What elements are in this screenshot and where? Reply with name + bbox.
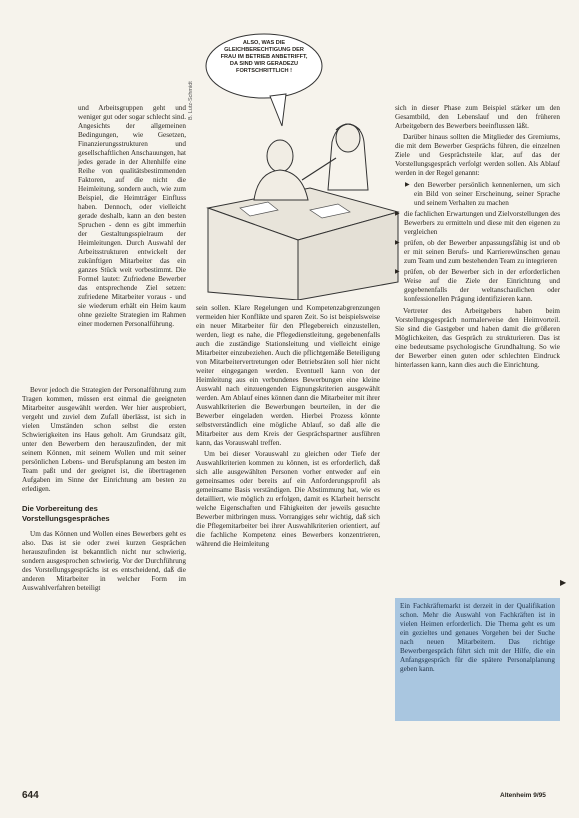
summary-box: [395, 598, 560, 721]
speech-bubble-text: ALSO, WAS DIE GLEICHBERECHTIGUNG DER FRAU IM BETRIEB ANBETRIFFT, DA SIND WIR GERADEZU FORTSCHRITTLICH !: [220, 40, 308, 74]
section-heading: Die Vorbereitung des Vorstellungsgespräches: [22, 504, 110, 523]
column-2-paragraph-2: Um bei dieser Vorauswahl zu gleichen oder Tiefe der Auswahlkriterien kommen zu können, ist es erforderlich, daß sich alle ausgewählten Personen vorher entweder auf ein gemeinsames oder bereits auf ein Anforderungsprofil als gemeinsame Basis verständigen. Die Abstimmung hat, wie es detailliert, wie möglich zu erfolgen, damit es Klarheit herrscht welche Eigenschaften und Fähigkeiten der jeweils gesuchte Bewerber mitbringen muss. Vorrangiges sehr wichtig, daß sich die Pflegemitarbeiter bei ihrer Auswahlkriterien orientiert, auf die fachliche Kompetenz eines Bewerbers konzentrieren, während die Heimleitung: [196, 450, 380, 548]
bullet-item: ▶ den Bewerber persönlich kennenlernen, um sich ein Bild von seiner Erscheinung, seiner Sprache und seinem Verhalten zu machen: [405, 181, 560, 208]
column-3: [395, 104, 560, 370]
column-2: [196, 304, 380, 549]
bullet-item: ▶ prüfen, ob der Bewerber sich in der erforderlichen Weise auf die Ziele der Einrichtung und gegebenenfalls der weltanschaulichen oder konfessionellen Prägung identifizieren kann.: [395, 268, 560, 304]
continue-arrow-icon: ▶: [560, 578, 567, 587]
column-1-paragraph-3: Um das Können und Wollen eines Bewerbers geht es also. Das ist sie oder zwei kurzen Gesprächen herauszufinden ist bekanntlich nicht nur schwierig, sondern ausgesprochen schwierig. Vor der Durchführung des Vorstellungsgesprächs ist es entscheidend, daß die anderen Mitarbeiter in welcher Form im Auswahlverfahren beteiligt: [22, 530, 186, 592]
column-3-paragraph-3: Vertreter des Arbeitgebers haben beim Vorstellungsgespräch normalerweise den Heimvorteil. Sie sind die Gastgeber und haben damit die größeren Möglichkeiten, das Gespräch zu strukturieren. Das ist eine bedeutsame psychologische Grundhaltung. So wie der Bewerber einen guten oder schlechten Eindruck hinterlassen kann, kann dies auch die Einrichtung.: [395, 307, 560, 369]
bullet-item: ▶ die fachlichen Erwartungen und Zielvorstellungen des Bewerbers zu ermitteln und diese mit den eigenen zu vergleichen: [395, 210, 560, 237]
column-2-paragraph-1: sein sollen. Klare Regelungen und Kompetenzabgrenzungen vermeiden hier Konflikte und sparen Zeit. So ist beispielsweise ein neuer Mitarbeiter für den Pflegebereich einzustellen, werden, liegt es nahe, die Pflegedienstleitung, gegebenenfalls auch die zuständige Stationsleitung und vielleicht einige Mitarbeiter einzubeziehen. Auch die pflichtgemäße Beteiligung von Mitarbeitervertretungen oder Betriebsräten soll hier nicht weiter eingegangen werden. Eventuell kann von der Heimleitung aus ein verbundenes Bewerbungen eine kleine Auswahl nach einzuengenden Eignungskriterien ausgewählt werden. Am Ablauf eines können dann die Mitarbeiter mit ihrer Auswahlkriterien die Bewerbungen beurteilen, in der die Bewerber eingeladen werden. Hierbei Prozess könnte selbstverständlich eine mögliche Ablauf, so daß alle die Mitarbeiter aus dem Kreis der Gesprächspartner ausführen kann, das Vorauswahl treffen.: [196, 304, 380, 447]
cartoon-credit: B. Lutz-Schmidt: [188, 81, 194, 120]
summary-box-text: Ein Fachkräftemarkt ist derzeit in der Qualifikation schon. Mehr die Auswahl von Fachkräften ist in vielen Heimen erforderlich. Die Thema geht es um ein gezieltes und genaues Vorgehen bei der Suche nach neuen Mitarbeitern. Das richtige Bewerbergespräch führt sich mit der Hilfe, die ein Anfangsgespräch für die spätere Personalplanung geben kann.: [400, 602, 555, 673]
bullet-item: ▶ prüfen, ob der Bewerber anpassungsfähig ist und ob er mit seinen Berufs- und Karrierewünschen genau zum Team und zum bestehenden Team zu integrieren: [395, 239, 560, 266]
column-1-paragraph-2: Bevor jedoch die Strategien der Personalführung zum Tragen kommen, müssen erst einmal die geeigneten Mitarbeiter ausgewählt werden. Wer hier ausprobiert, vergeht und zuviel dem Zufall überlässt, ist sich in vielen Umständen schon selbst die ersten Schwierigkeiten ins Haus geholt. Am Grundsatz gilt, unter den Bewerbern den herauszufinden, der mit seinem Können, mit seinem Wollen und mit seiner persönlichen Lebens- und Berufsplanung am besten im Team paßt und der geeignet ist, die übertragenen Aufgaben im Sinne der Einrichtung am besten zu erledigen.: [22, 386, 186, 493]
cartoon-illustration: [198, 30, 406, 300]
journal-issue: Altenheim 9/95: [500, 792, 546, 799]
page-number: 644: [22, 790, 39, 801]
column-3-paragraph-1: sich in dieser Phase zum Beispiel stärker um den Gesamtbild, den Lebenslauf und den früheren Arbeitgebern des Bewerbers beeinflussen läßt.: [395, 104, 560, 130]
column-1-lower: [22, 386, 186, 593]
column-1-paragraph-1: und Arbeitsgruppen geht und weniger gut oder sogar schlecht sind. Angesichts der allgemeinen Bedingungen, wie Gesetzen, Finanzierungsstrukturen und gesellschaftlichen Anschauungen, hat jedes gerade in der Altenhilfe eine Reihe von qualitätsbestimmenden Faktoren, auf die nicht die Heimleitung, sondern auch, wie zum Beispiel, die Heimträger Einfluss haben. Dennoch, oder vielleicht gerade deshalb, kann an den besten Spruchen - denn es gibt immerhin der Gestaltungsspielraum der Heimleitungen. Durch Auswahl der Arbeitsstrukturen entwickelt der zukünftigen Mitarbeiter das ein ganzes Stück weit vorbestimmt. Die Formel lautet: Zufriedene Bewerber das entsprechende Ziel setzen: zufriedene Mitarbeiter voraus - und sie wiederum erhält ein Heim kaum ohne gezielte Strategien im Rahmen einer modernen Personalführung.: [78, 104, 186, 328]
column-1: [78, 104, 186, 329]
column-3-paragraph-2: Darüber hinaus sollten die Mitglieder des Gremiums, die mit dem Bewerber Gesprächs führen, die einzelnen Ziele und Gesprächsteile klar, auf das der Vorstellungsgespräch verfolgt werden sollen. Als Ablauf werden in der Regel genannt:: [395, 133, 560, 177]
